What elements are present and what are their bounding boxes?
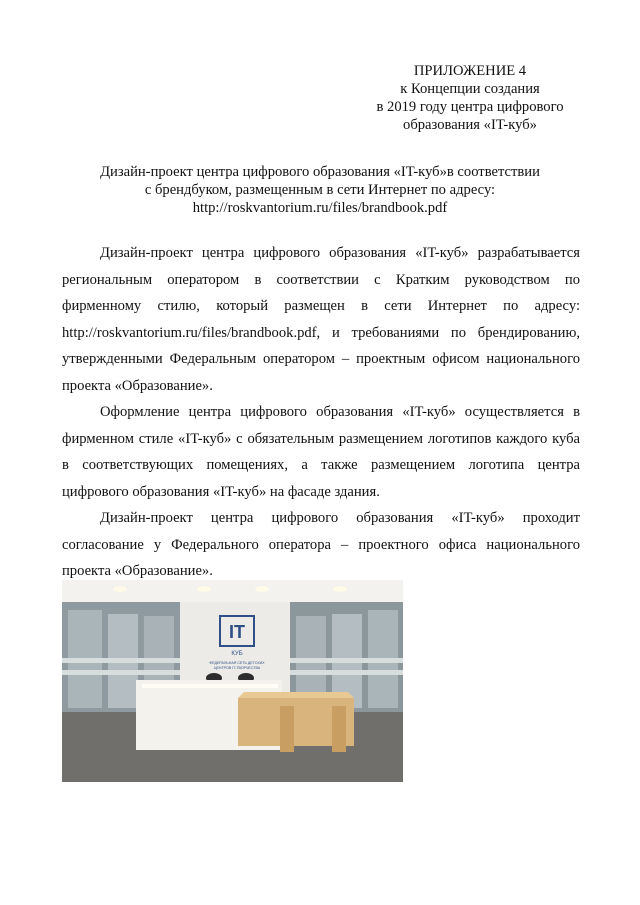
appendix-ref-line: к Концепции создания (400, 81, 540, 97)
title-line: Дизайн-проект центра цифрового образования «IT-куб»в соответствии (100, 164, 540, 180)
it-cube-reception-photo (62, 580, 403, 782)
appendix-ref-line: образования «IT-куб» (403, 117, 537, 133)
logo-text: IT (229, 622, 245, 642)
title-url: http://roskvantorium.ru/files/brandbook.pdf (192, 200, 448, 216)
paragraph: Дизайн-проект центра цифрового образования «IT-куб» разрабатывается региональным оператором в соответствии с Кратким руководством по фирменному стилю, который размещен в сети Интернет по адресу: http://roskvantorium.ru/files/brandbook.pdf, и требованиями по брендированию, утвержденными Федеральным оператором – проектным офисом национального проекта «Образование». (62, 245, 580, 394)
title-line: с брендбуком, размещенным в сети Интернет по адресу: (144, 182, 496, 198)
paragraph: Дизайн-проект центра цифрового образования «IT-куб» проходит согласование у Федерального оператора – проектного офиса национального проекта «Образование». (62, 510, 580, 579)
logo-sub: КУБ (231, 651, 243, 657)
reception-illustration (62, 580, 403, 782)
document-body (62, 240, 580, 585)
logo-caption: ФЕДЕРАЛЬНАЯ СЕТЬ ДЕТСКИХ (209, 661, 265, 665)
appendix-number: ПРИЛОЖЕНИЕ 4 (413, 63, 527, 79)
document-title (60, 163, 580, 217)
logo-caption: ЦЕНТРОВ IT-ТВОРЧЕСТВА (213, 666, 261, 670)
paragraph: Оформление центра цифрового образования «IT-куб» осуществляется в фирменном стиле «IT-куб» с обязательным размещением логотипов каждого куба в соответствующих помещениях, а также размещением логотипа центра цифрового образования «IT-куб» на фасаде здания. (62, 404, 580, 500)
appendix-ref-line: в 2019 году центра цифрового (376, 99, 564, 115)
appendix-header (360, 62, 580, 134)
